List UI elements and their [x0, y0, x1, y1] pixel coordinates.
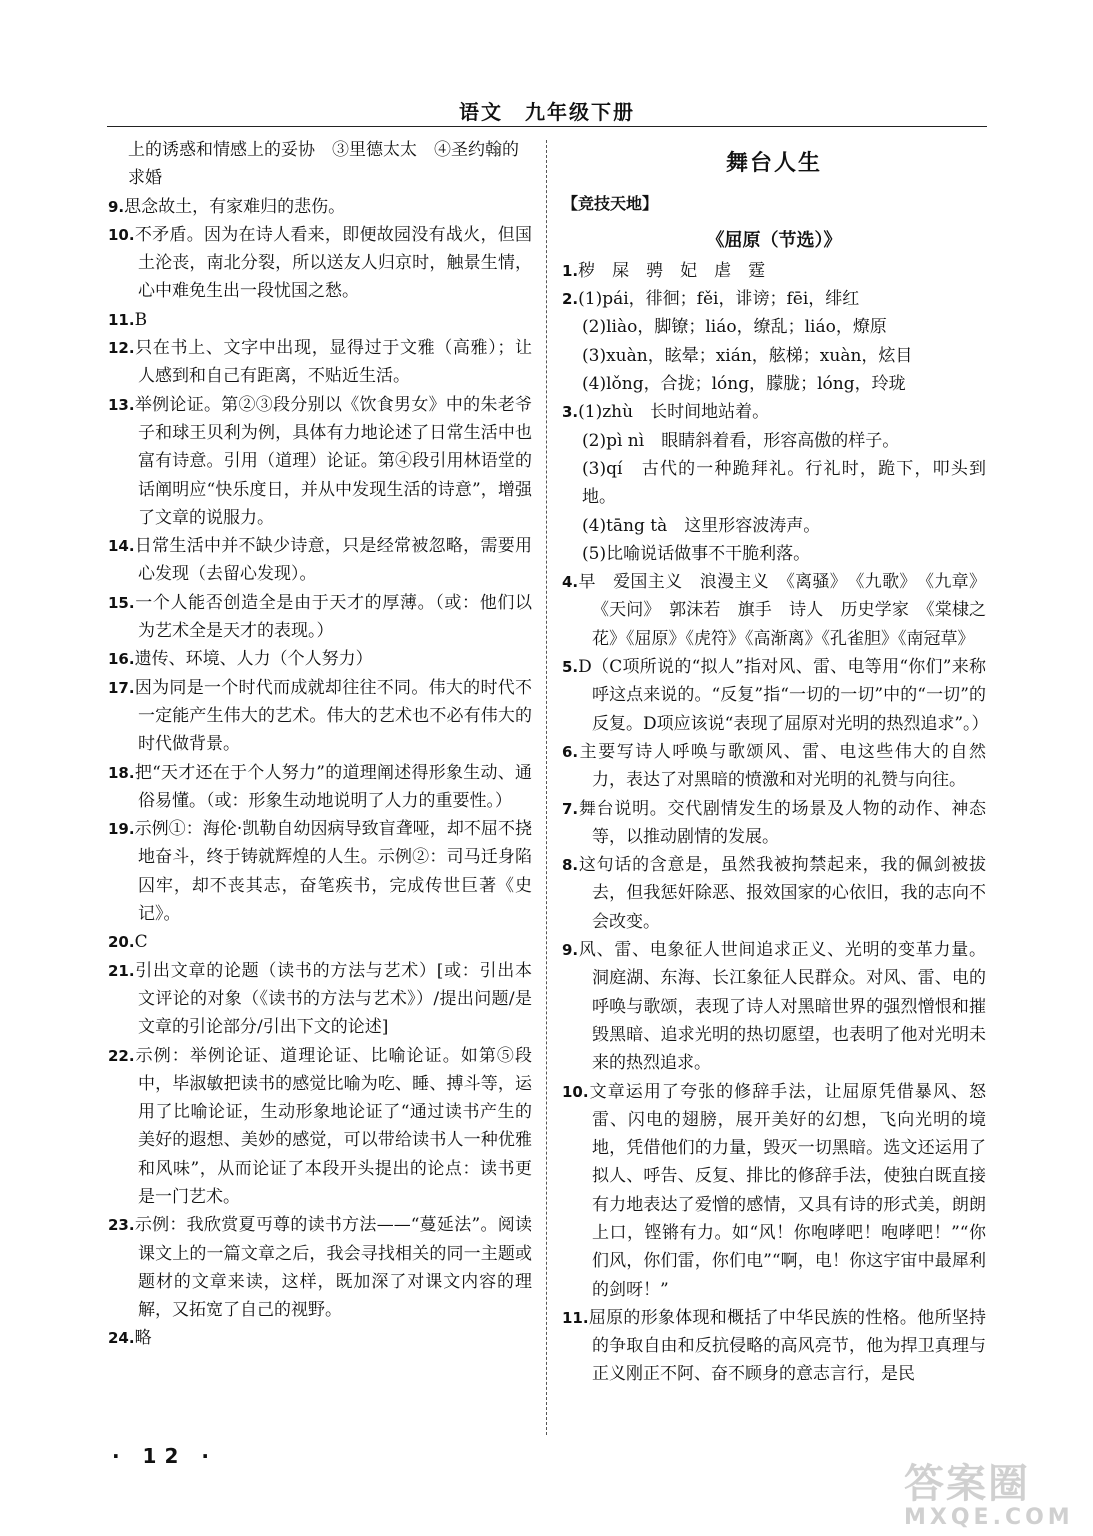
answer-item [108, 391, 532, 532]
answer-item [562, 398, 986, 426]
answer-number: 20. [108, 933, 135, 952]
answer-item [562, 795, 986, 852]
answer-item [562, 1304, 986, 1389]
answer-text: 示例：我欣赏夏丏尊的读书方法——“蔓延法”。阅读课文上的一篇文章之后，我会寻找相关的同一主题或题材的文章来读，这样，既加深了对课文内容的理解，又拓宽了自己的视野。 [134, 1215, 532, 1321]
answer-number: 10. [108, 225, 135, 244]
answer-text: 日常生活中并不缺少诗意，只是经常被忽略，需要用心发现（去留心发现）。 [134, 536, 532, 585]
answer-number: 24. [108, 1329, 135, 1348]
answer-item [108, 815, 532, 928]
answer-text: 秽 屎 骋 妃 虐 霆 [578, 260, 766, 281]
section-title: 舞台人生 [725, 150, 822, 176]
answer-text: 引出文章的论题（读书的方法与艺术）[或：引出本文评论的对象（《读书的方法与艺术》）/提出问题/是文章的引论部分/引出下文的论述] [134, 960, 532, 1038]
answer-item [108, 589, 532, 646]
answer-number: 21. [108, 961, 135, 980]
answer-text: 只在书上、文字中出现，显得过于文雅（高雅）；让人感到和自己有距离，不贴近生活。 [134, 338, 532, 387]
answer-item [108, 645, 532, 673]
answer-subline: (3)xuàn，眩晕；xián，舷梯；xuàn，炫目 [582, 345, 913, 366]
answer-subline: (5)比喻说话做事不干脆利落。 [582, 543, 811, 564]
answer-number: 5. [562, 658, 579, 677]
answer-item [108, 957, 532, 1042]
answer-item [562, 257, 986, 285]
page-number: · 12 · [112, 1444, 217, 1468]
answer-item [562, 653, 989, 738]
answer-item [562, 285, 986, 313]
answer-item [108, 193, 532, 221]
answer-number: 9. [562, 941, 579, 960]
answer-text: (1)pái，徘徊；fěi，诽谤；fēi，绯红 [578, 289, 860, 310]
answer-text: 一个人能否创造全是由于天才的厚薄。（或：他们以为艺术全是天才的表现。） [134, 592, 532, 642]
answer-number: 22. [108, 1046, 135, 1065]
answer-item [562, 738, 986, 795]
answer-item [108, 334, 532, 391]
answer-item [108, 532, 532, 589]
answer-text: 示例：举例论证、道理论证、比喻论证。如第⑤段中，毕淑敏把读书的感觉比喻为吃、睡、搏斗等，运用了比喻论证，生动形象地论证了“通过读书产生的美好的遐想、美妙的感觉，可以带给读书人一种优雅和风味”，从而论证了本段开头提出的论点：读书更是一门艺术。 [134, 1045, 532, 1207]
intro-line: 上的诱惑和情感上的妥协 ③里德太太 ④圣约翰的 [128, 140, 519, 160]
answer-item [108, 1042, 532, 1212]
answer-number: 13. [108, 395, 135, 414]
answer-subline: (2)liào，脚镣；liáo，缭乱；liáo，燎原 [582, 317, 887, 338]
answer-number: 8. [562, 856, 579, 875]
text-title: 《屈原（节选）》 [706, 229, 842, 251]
answer-subline: (2)pì nì 眼睛斜着看，形容高傲的样子。 [582, 430, 900, 451]
answer-item [108, 674, 532, 759]
answer-number: 11. [108, 310, 135, 329]
answer-item [108, 221, 532, 306]
answer-list-right [562, 568, 989, 1389]
answer-item [562, 851, 986, 936]
answer-text: 风、雷、电象征人世间追求正义、光明的变革力量。洞庭湖、东海、长江象征人民群众。对风、雷、电的呼唤与歌颂，表现了诗人对黑暗世界的强烈憎恨和摧毁黑暗、追求光明的热切愿望，也表明了他对光明未来的热烈追求。 [578, 940, 986, 1074]
answer-subline: (4)tāng tà 这里形容波涛声。 [582, 515, 821, 536]
answer-text: (1)zhù 长时间地站着。 [578, 402, 770, 423]
answer-number: 15. [108, 593, 135, 612]
column-divider [546, 140, 547, 1435]
answer-text: C [134, 932, 148, 953]
answer-number: 19. [108, 820, 135, 839]
answer-text: 把“天才还在于个人努力”的道理阐述得形象生动、通俗易懂。（或：形象生动地说明了人力的重要性。） [134, 762, 532, 811]
answer-text: 遗传、环境、人力（个人努力） [134, 649, 373, 670]
answer-number: 17. [108, 678, 135, 697]
answer-subline: (3)qí 古代的一种跪拜礼。行礼时，跪下，叩头到地。 [582, 458, 986, 508]
answer-number: 4. [562, 573, 579, 592]
answer-text: 这句话的含意是，虽然我被拘禁起来，我的佩剑被拔去，但我惩奸除恶、报效国家的心依旧，我的志向不会改变。 [578, 855, 986, 932]
answer-item [562, 568, 986, 653]
answer-text: B [134, 309, 148, 330]
answer-item [108, 1324, 532, 1352]
answer-number: 23. [108, 1216, 135, 1235]
answer-text: 举例论证。第②③段分别以《饮食男女》中的朱老爷子和球王贝利为例，具体有力地论述了日常生活中也富有诗意。引用（道理）论证。第④段引用林语堂的话阐明应“快乐度日，并从中发现生活的诗意”，增强了文章的说服力。 [134, 394, 532, 528]
answer-item [108, 1211, 532, 1324]
answer-text: 屈原的形象体现和概括了中华民族的性格。他所坚持的争取自由和反抗侵略的高风亮节，他为捍卫真理与正义刚正不阿、奋不顾身的意志言行，是民 [588, 1307, 986, 1385]
answer-text: 不矛盾。因为在诗人看来，即便故园没有战火，但国土沦丧，南北分裂，所以送友人归京时，触景生情，心中难免生出一段忧国之愁。 [134, 224, 532, 302]
answer-number: 14. [108, 537, 135, 556]
answer-text: 主要写诗人呼唤与歌颂风、雷、电这些伟大的自然力，表达了对黑暗的愤激和对光明的礼赞与向往。 [578, 741, 986, 791]
answer-number: 10. [562, 1082, 589, 1101]
answer-item [108, 759, 532, 816]
left-column [108, 136, 532, 1353]
answer-subline: (4)lǒng，合拢；lóng，朦胧；lóng，玲珑 [582, 374, 906, 395]
answer-text: 思念故土，有家难归的悲伤。 [124, 196, 346, 217]
answer-number: 16. [108, 650, 135, 669]
header-rule [107, 126, 987, 127]
answer-list-left [108, 193, 532, 1353]
intro-line: 求婚 [128, 168, 162, 189]
watermark-text: 答案圈 [904, 1461, 1030, 1507]
answer-number: 2. [562, 290, 579, 309]
page-header: 语文 九年级下册 [459, 100, 635, 124]
answer-number: 3. [562, 403, 579, 422]
right-column [562, 136, 989, 1389]
answer-text: 文章运用了夸张的修辞手法，让屈原凭借暴风、怒雷、闪电的翅膀，展开美好的幻想，飞向光明的境地，凭借他们的力量，毁灭一切黑暗。选文还运用了拟人、呼告、反复、排比的修辞手法，使独白既直接有力地表达了爱憎的感情，又具有诗的形式美，朗朗上口，铿锵有力。如“风！你咆哮吧！咆哮吧！”“你们风，你们雷，你们电”“啊，电！你这宇宙中最犀利的剑呀！” [588, 1081, 986, 1300]
watermark-url: MXQE.COM [904, 1505, 1074, 1530]
answer-number: 1. [562, 261, 579, 280]
answer-item [108, 928, 532, 956]
answer-number: 9. [108, 197, 125, 216]
answer-text: 舞台说明。交代剧情发生的场景及人物的动作、神态等，以推动剧情的发展。 [578, 798, 986, 847]
answer-text: 示例①：海伦·凯勒自幼因病导致盲聋哑，却不屈不挠地奋斗，终于铸就辉煌的人生。示例②：司马迁身陷囚牢，却不丧其志，奋笔疾书，完成传世巨著《史记》。 [134, 819, 532, 925]
watermark-logo [904, 1462, 1084, 1532]
section-tag: 【竞技天地】 [562, 194, 659, 214]
answer-item [108, 306, 532, 334]
answer-number: 11. [562, 1308, 589, 1327]
answer-item [562, 1078, 986, 1304]
answer-text: 因为同是一个时代而成就却往往不同。伟大的时代不一定能产生伟大的艺术。伟大的艺术也不必有伟大的时代做背景。 [134, 677, 532, 755]
answer-number: 18. [108, 763, 135, 782]
answer-number: 7. [562, 799, 579, 818]
answer-item [562, 936, 986, 1077]
answer-text: 早 爱国主义 浪漫主义 《离骚》 《九歌》 《九章》《天问》 郭沫若 旗手 诗人 历史学家 《棠棣之花》《屈原》《虎符》《高渐离》《孔雀胆》《南冠草》 [578, 572, 986, 649]
answer-text: 略 [134, 1328, 152, 1349]
answer-number: 6. [562, 742, 579, 761]
answer-text: D（C项所说的“拟人”指对风、雷、电等用“你们”来称呼这点来说的。“反复”指“一切的一切”中的“一切”的反复。D项应该说“表现了屈原对光明的热烈追求”。） [578, 657, 989, 734]
answer-number: 12. [108, 339, 135, 358]
